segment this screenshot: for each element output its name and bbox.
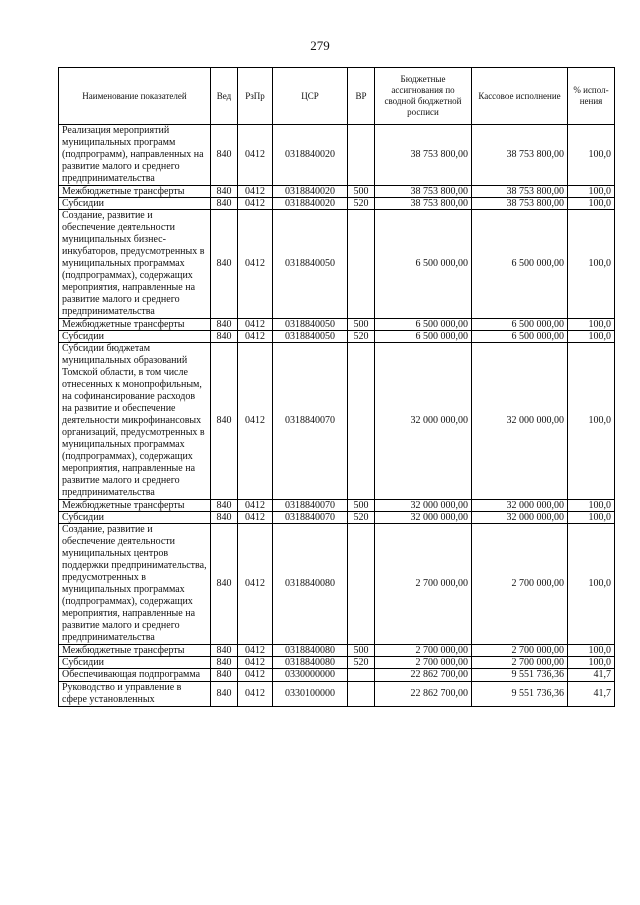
row-rzpr: 0412	[238, 210, 273, 319]
row-vr: 520	[348, 657, 375, 669]
header-vr: ВР	[348, 68, 375, 125]
row-name: Создание, развитие и обеспечение деятельности муниципальных бизнес-инкубаторов, предусмотренных в муниципальных программах (подпрограммах), содержащих мероприятия, направленные на развитие малого и среднего предпринимательства	[59, 210, 211, 319]
row-rzpr: 0412	[238, 657, 273, 669]
row-pct: 100,0	[568, 210, 615, 319]
table-row	[59, 524, 615, 645]
row-cash: 38 753 800,00	[472, 125, 568, 186]
row-csr: 0318840080	[273, 645, 348, 657]
row-cash: 32 000 000,00	[472, 343, 568, 500]
row-rzpr: 0412	[238, 125, 273, 186]
row-rzpr: 0412	[238, 682, 273, 707]
row-csr: 0330100000	[273, 682, 348, 707]
row-cash: 9 551 736,36	[472, 669, 568, 682]
table-row	[59, 125, 615, 186]
row-cash: 6 500 000,00	[472, 210, 568, 319]
row-ved: 840	[211, 682, 238, 707]
row-csr: 0330000000	[273, 669, 348, 682]
row-vr	[348, 524, 375, 645]
row-name: Межбюджетные трансферты	[59, 500, 211, 512]
row-csr: 0318840020	[273, 125, 348, 186]
row-budget: 2 700 000,00	[375, 524, 472, 645]
table-row	[59, 319, 615, 331]
row-csr: 0318840050	[273, 319, 348, 331]
row-csr: 0318840050	[273, 210, 348, 319]
row-csr: 0318840020	[273, 198, 348, 210]
table-row	[59, 682, 615, 707]
row-cash: 2 700 000,00	[472, 657, 568, 669]
row-budget: 6 500 000,00	[375, 319, 472, 331]
row-ved: 840	[211, 125, 238, 186]
row-budget: 6 500 000,00	[375, 331, 472, 343]
row-name: Межбюджетные трансферты	[59, 645, 211, 657]
row-pct: 41,7	[568, 682, 615, 707]
row-csr: 0318840050	[273, 331, 348, 343]
row-name: Межбюджетные трансферты	[59, 319, 211, 331]
row-pct: 100,0	[568, 645, 615, 657]
row-rzpr: 0412	[238, 319, 273, 331]
row-budget: 32 000 000,00	[375, 500, 472, 512]
row-pct: 100,0	[568, 198, 615, 210]
row-rzpr: 0412	[238, 343, 273, 500]
row-ved: 840	[211, 343, 238, 500]
row-vr: 500	[348, 186, 375, 198]
row-rzpr: 0412	[238, 331, 273, 343]
row-vr: 500	[348, 645, 375, 657]
row-name: Субсидии	[59, 657, 211, 669]
row-pct: 100,0	[568, 500, 615, 512]
row-ved: 840	[211, 319, 238, 331]
row-budget: 38 753 800,00	[375, 186, 472, 198]
row-csr: 0318840070	[273, 512, 348, 524]
table-row	[59, 331, 615, 343]
row-ved: 840	[211, 186, 238, 198]
table-row	[59, 500, 615, 512]
row-vr: 500	[348, 319, 375, 331]
table-row	[59, 198, 615, 210]
row-pct: 41,7	[568, 669, 615, 682]
row-budget: 22 862 700,00	[375, 669, 472, 682]
row-cash: 38 753 800,00	[472, 186, 568, 198]
row-pct: 100,0	[568, 331, 615, 343]
row-ved: 840	[211, 669, 238, 682]
row-vr: 500	[348, 500, 375, 512]
row-ved: 840	[211, 512, 238, 524]
row-name: Реализация мероприятий муниципальных программ (подпрограмм), направленных на развитие малого и среднего предпринимательства	[59, 125, 211, 186]
row-csr: 0318840070	[273, 343, 348, 500]
row-csr: 0318840080	[273, 657, 348, 669]
row-pct: 100,0	[568, 512, 615, 524]
row-vr	[348, 343, 375, 500]
table-row	[59, 512, 615, 524]
row-pct: 100,0	[568, 657, 615, 669]
row-budget: 2 700 000,00	[375, 645, 472, 657]
header-cash: Кассовое исполнение	[472, 68, 568, 125]
row-ved: 840	[211, 210, 238, 319]
row-pct: 100,0	[568, 524, 615, 645]
row-budget: 22 862 700,00	[375, 682, 472, 707]
header-ved: Вед	[211, 68, 238, 125]
row-vr	[348, 682, 375, 707]
table-row	[59, 210, 615, 319]
table-row	[59, 657, 615, 669]
row-cash: 9 551 736,36	[472, 682, 568, 707]
row-vr	[348, 125, 375, 186]
row-budget: 2 700 000,00	[375, 657, 472, 669]
header-csr: ЦСР	[273, 68, 348, 125]
row-budget: 38 753 800,00	[375, 198, 472, 210]
row-name: Субсидии	[59, 512, 211, 524]
row-ved: 840	[211, 657, 238, 669]
row-name: Субсидии	[59, 198, 211, 210]
row-budget: 32 000 000,00	[375, 343, 472, 500]
row-rzpr: 0412	[238, 669, 273, 682]
row-cash: 38 753 800,00	[472, 198, 568, 210]
page-number: 279	[310, 38, 330, 53]
table-header-row	[59, 68, 615, 125]
table-row	[59, 645, 615, 657]
row-cash: 32 000 000,00	[472, 500, 568, 512]
row-name: Обеспечивающая подпрограмма	[59, 669, 211, 682]
row-pct: 100,0	[568, 343, 615, 500]
row-cash: 32 000 000,00	[472, 512, 568, 524]
row-csr: 0318840080	[273, 524, 348, 645]
row-rzpr: 0412	[238, 645, 273, 657]
row-name: Создание, развитие и обеспечение деятельности муниципальных центров поддержки предпринимательства, предусмотренных в муниципальных программах (подпрограммах), содержащих мероприятия, направленные на развитие малого и среднего предпринимательства	[59, 524, 211, 645]
header-name: Наименование показателей	[59, 68, 211, 125]
header-budget: Бюджетные ассигнования по сводной бюджетной росписи	[375, 68, 472, 125]
budget-table	[58, 67, 615, 707]
row-vr	[348, 210, 375, 319]
row-csr: 0318840070	[273, 500, 348, 512]
table-row	[59, 669, 615, 682]
row-rzpr: 0412	[238, 198, 273, 210]
row-vr: 520	[348, 198, 375, 210]
row-name: Межбюджетные трансферты	[59, 186, 211, 198]
row-pct: 100,0	[568, 319, 615, 331]
row-vr	[348, 669, 375, 682]
row-ved: 840	[211, 500, 238, 512]
row-pct: 100,0	[568, 186, 615, 198]
row-ved: 840	[211, 524, 238, 645]
row-name: Руководство и управление в сфере установленных	[59, 682, 211, 707]
row-vr: 520	[348, 512, 375, 524]
table-row	[59, 186, 615, 198]
row-name: Субсидии	[59, 331, 211, 343]
row-ved: 840	[211, 198, 238, 210]
row-rzpr: 0412	[238, 524, 273, 645]
row-pct: 100,0	[568, 125, 615, 186]
row-cash: 2 700 000,00	[472, 645, 568, 657]
header-rzpr: РзПр	[238, 68, 273, 125]
row-cash: 6 500 000,00	[472, 331, 568, 343]
row-name: Субсидии бюджетам муниципальных образований Томской области, в том числе отнесенных к монопрофильным, на софинансирование расходов на развитие и обеспечение деятельности микрофинансовых организаций, предусмотренных в муниципальных программах (подпрограммах), содержащих мероприятия, направленные на развитие малого и среднего предпринимательства	[59, 343, 211, 500]
row-budget: 32 000 000,00	[375, 512, 472, 524]
row-budget: 38 753 800,00	[375, 125, 472, 186]
row-ved: 840	[211, 331, 238, 343]
row-cash: 6 500 000,00	[472, 319, 568, 331]
row-budget: 6 500 000,00	[375, 210, 472, 319]
row-rzpr: 0412	[238, 512, 273, 524]
row-rzpr: 0412	[238, 186, 273, 198]
row-vr: 520	[348, 331, 375, 343]
row-ved: 840	[211, 645, 238, 657]
row-rzpr: 0412	[238, 500, 273, 512]
row-cash: 2 700 000,00	[472, 524, 568, 645]
header-pct: % испол-нения	[568, 68, 615, 125]
table-row	[59, 343, 615, 500]
row-csr: 0318840020	[273, 186, 348, 198]
